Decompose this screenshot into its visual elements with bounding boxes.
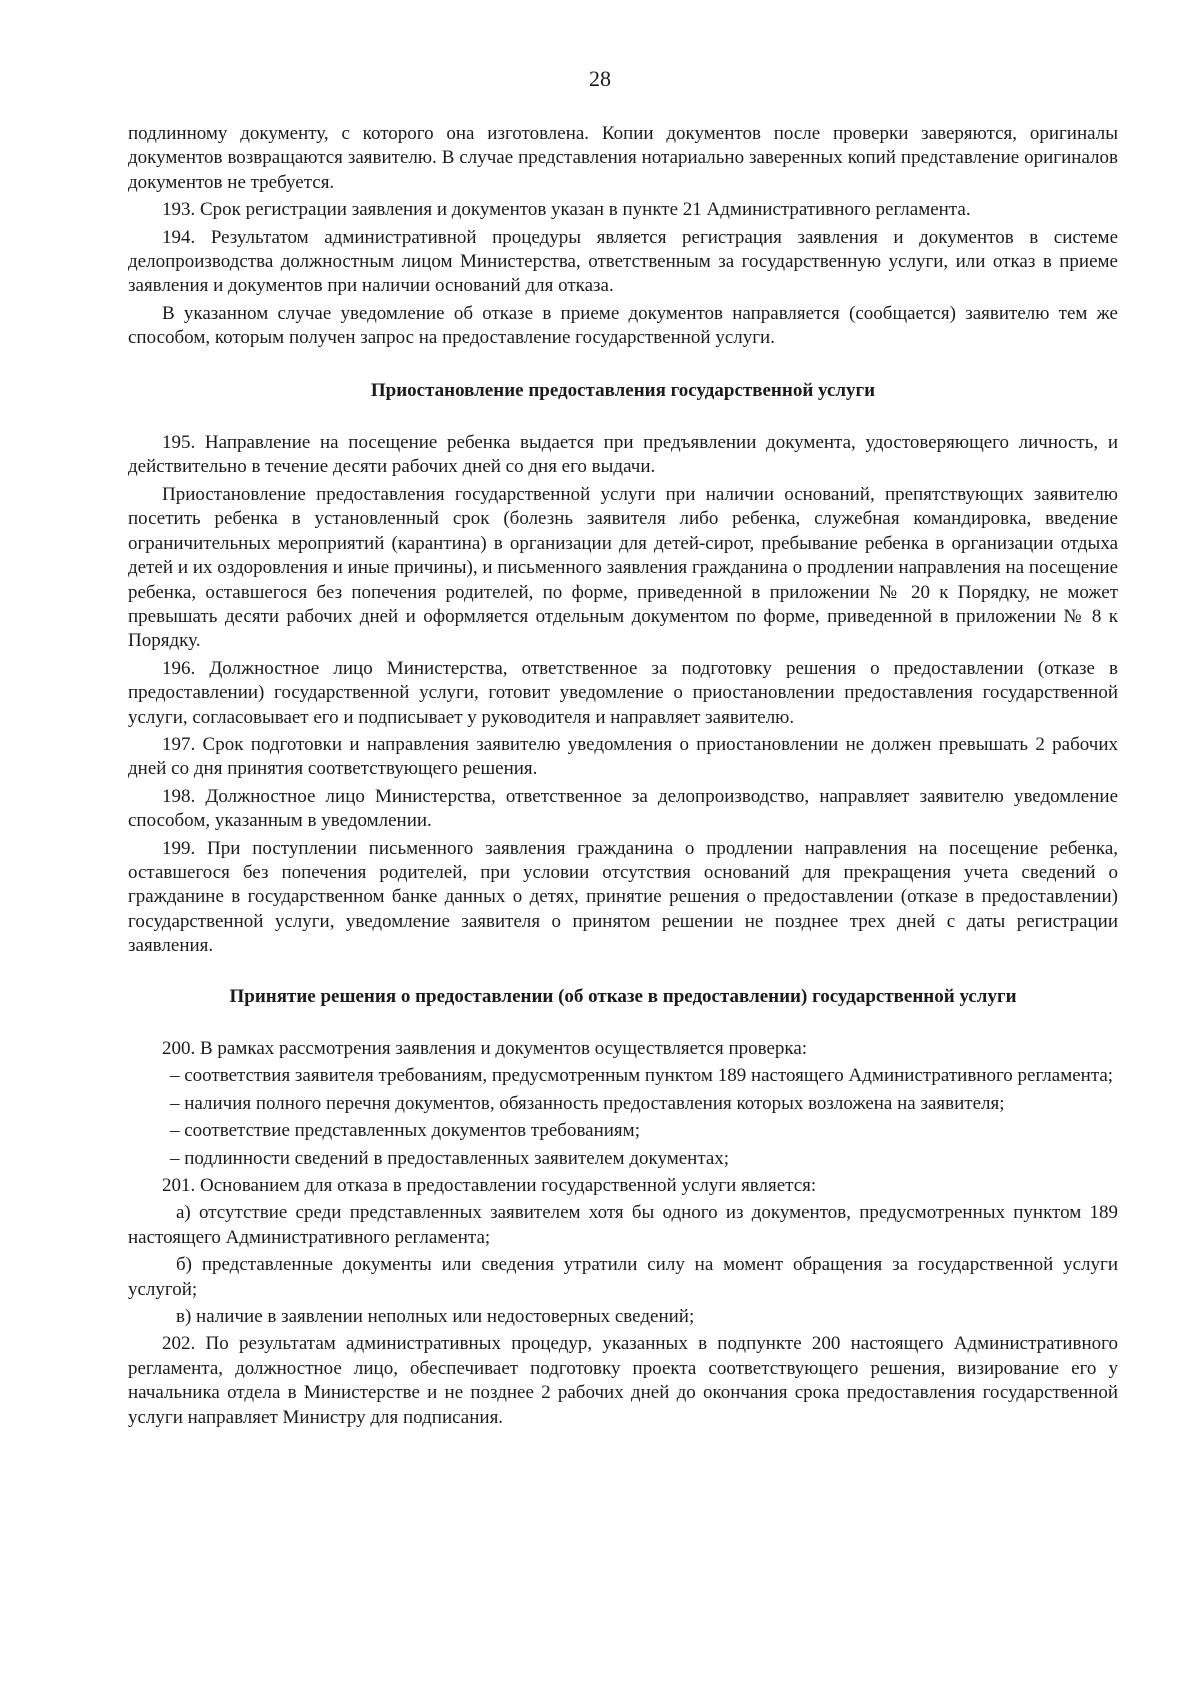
paragraph: 202. По результатам административных процедур, указанных в подпункте 200 настоящего Административного регламента, должностное лицо, обеспечивает подготовку проекта соответствующего решения, визирование его у начальника отдела в Министерстве и не позднее 2 рабочих дней до окончания срока предоставления государственной услуги направляет Министру для подписания. (128, 1333, 1118, 1428)
list-item: – наличия полного перечня документов, обязанность предоставления которых возложена на заявителя; (170, 1092, 1005, 1114)
paragraph: 197. Срок подготовки и направления заявителю уведомления о приостановлении не должен превышать 2 рабочих дней со дня принятия соответствующего решения. (128, 733, 1118, 780)
section-heading: Приостановление предоставления государственной услуги (370, 379, 876, 401)
paragraph: 196. Должностное лицо Министерства, ответственное за подготовку решения о предоставлении (отказе в предоставлении) государственной услуги, готовит уведомление о приостановлении предоставления государственной услуги, согласовывает его и подписывает у руководителя и направляет заявителю. (128, 657, 1118, 728)
page-number: 28 (589, 66, 611, 91)
list-item: – соответствие представленных документов требованиям; (170, 1120, 640, 1142)
paragraph: 193. Срок регистрации заявления и документов указан в пункте 21 Административного регламента. (162, 199, 971, 221)
paragraph: Приостановление предоставления государственной услуги при наличии оснований, препятствующих заявителю посетить ребенка в установленный срок (болезнь заявителя либо ребенка, служебная командировка, введение ограничительных мероприятий (карантина) в организации для детей-сирот, пребывание ребенка в организации отдыха детей и их оздоровления и иные причины), и письменного заявления гражданина о продлении направления на посещение ребенка, оставшегося без попечения родителей, по форме, приведенной в приложении № 20 к Порядку, не может превышать десяти рабочих дней и оформляется отдельным документом по форме, приведенной в приложении № 8 к Порядку. (128, 483, 1118, 652)
list-item: б) представленные документы или сведения утратили силу на момент обращения за государственной услуги услугой; (128, 1254, 1118, 1300)
paragraph: 199. При поступлении письменного заявления гражданина о продлении направления на посещение ребенка, оставшегося без попечения родителей, при условии отсутствия оснований для прекращения учета сведений о гражданине в государственном банке данных о детях, принятие решения о предоставлении (отказе в предоставлении) государственной услуги, уведомление заявителя о принятом решении не позднее трех дней с даты регистрации заявления. (128, 837, 1118, 957)
list-item: – подлинности сведений в предоставленных заявителем документах; (170, 1147, 730, 1169)
paragraph: 200. В рамках рассмотрения заявления и документов осуществляется проверка: (162, 1038, 808, 1059)
paragraph: 201. Основанием для отказа в предоставлении государственной услуги является: (162, 1175, 817, 1197)
list-item: – соответствия заявителя требованиям, предусмотренным пунктом 189 настоящего Административного регламента; (170, 1065, 1114, 1087)
paragraph: 194. Результатом административной процедуры является регистрация заявления и документов в системе делопроизводства должностным лицом Министерства, ответственным за государственную услуги, или отказ в приеме заявления и документов при наличии оснований для отказа. (128, 226, 1118, 297)
paragraph: 198. Должностное лицо Министерства, ответственное за делопроизводство, направляет заявителю уведомление способом, указанным в уведомлении. (128, 785, 1118, 832)
list-item: в) наличие в заявлении неполных или недостоверных сведений; (176, 1306, 695, 1328)
paragraph: 195. Направление на посещение ребенка выдается при предъявлении документа, удостоверяющего личность, и действительно в течение десяти рабочих дней со дня его выдачи. (128, 432, 1118, 478)
paragraph: подлинному документу, с которого она изготовлена. Копии документов после проверки заверяются, оригиналы документов возвращаются заявителю. В случае представления нотариально заверенных копий представление оригиналов документов не требуется. (128, 123, 1118, 193)
section-heading: Принятие решения о предоставлении (об отказе в предоставлении) государственной услуги (229, 985, 1017, 1007)
document-body (128, 122, 1118, 1433)
list-item: а) отсутствие среди представленных заявителем хотя бы одного из документов, предусмотренных пунктом 189 настоящего Административного регламента; (128, 1202, 1118, 1248)
paragraph: В указанном случае уведомление об отказе в приеме документов направляется (сообщается) заявителю тем же способом, которым получен запрос на предоставление государственной услуги. (128, 302, 1118, 349)
